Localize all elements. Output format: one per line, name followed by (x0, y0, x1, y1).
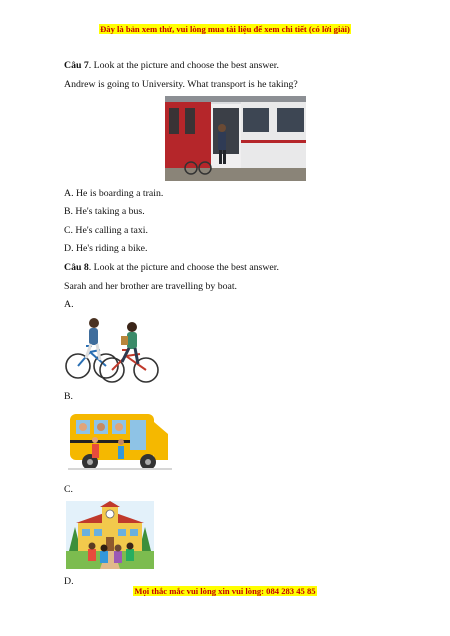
school-bus-illustration (68, 408, 172, 473)
q7-instruction: Câu 7. Look at the picture and choose the best answer. (64, 60, 279, 71)
contact-banner: Mọi thắc mắc vui lòng xin vui lòng: 084 283 45 85 (134, 586, 316, 596)
q7-option-d[interactable]: D. He's riding a bike. (64, 243, 148, 254)
q8-option-b[interactable]: B. (64, 391, 73, 402)
q8-option-a[interactable]: A. (64, 299, 74, 310)
school-building-illustration (66, 501, 154, 569)
q8-instruction: Câu 8. Look at the picture and choose the best answer. (64, 262, 279, 273)
q8-option-c[interactable]: C. (64, 484, 73, 495)
q7-option-a[interactable]: A. He is boarding a train. (64, 188, 164, 199)
preview-banner: Đây là bản xem thử, vui lòng mua tài liệu để xem chi tiết (có lời giải) (100, 24, 350, 34)
q7-option-b[interactable]: B. He's taking a bus. (64, 206, 145, 217)
cyclists-illustration (64, 316, 164, 384)
train-photo (165, 96, 306, 181)
q7-option-c[interactable]: C. He's calling a taxi. (64, 225, 148, 236)
q7-question: Andrew is going to University. What transport is he taking? (64, 79, 298, 90)
q8-option-d[interactable]: D. (64, 576, 74, 587)
q8-question: Sarah and her brother are travelling by boat. (64, 281, 238, 292)
